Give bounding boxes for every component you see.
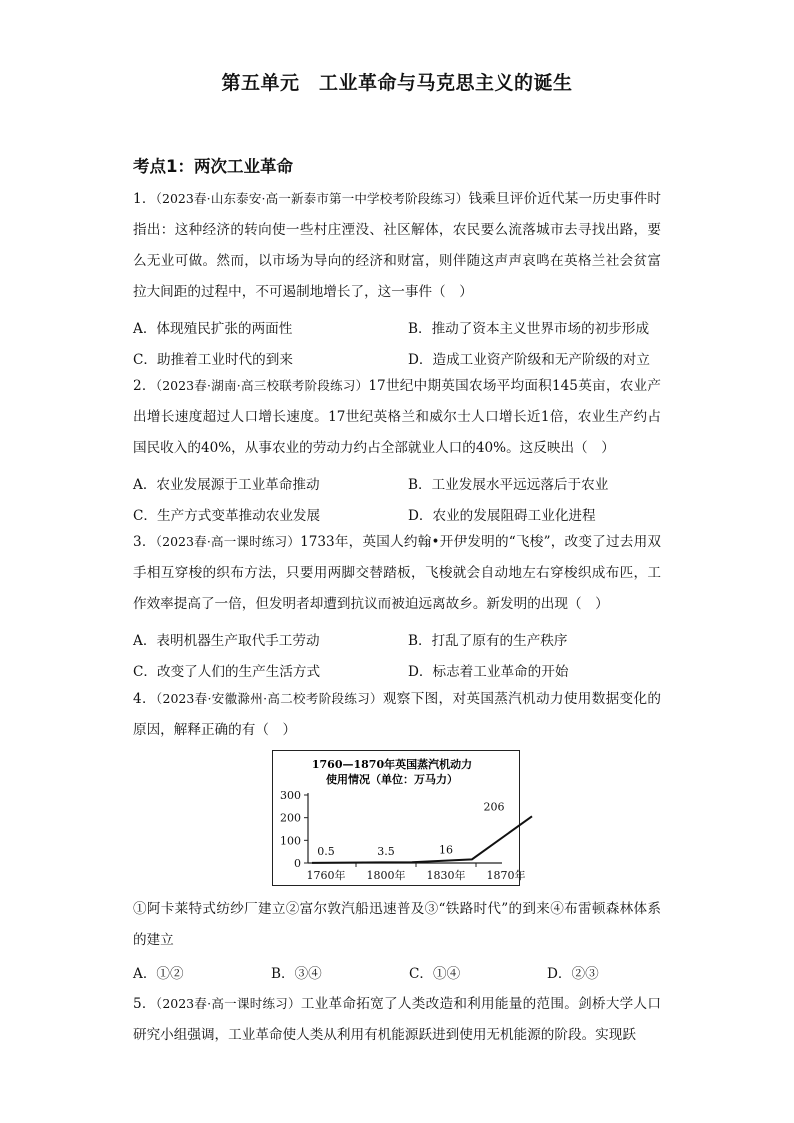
option-a[interactable]: A．表明机器生产取代手工劳动 [133, 633, 320, 649]
data-label: 16 [439, 843, 453, 857]
option-c[interactable]: C．生产方式变革推动农业发展 [133, 508, 321, 524]
option-b[interactable]: B．工业发展水平远远落后于农业 [408, 477, 609, 493]
question-number: 2． [133, 378, 156, 394]
option-c[interactable]: C．助推着工业时代的到来 [133, 352, 293, 368]
question-4-statements: ①阿卡莱特式纺纱厂建立②富尔敦汽船迅速普及③“铁路时代”的到来④布雷顿森林体系的建立 [133, 901, 661, 948]
question-source: （2023春·高一课时练习） [155, 534, 301, 549]
question-source: （2023春·湖南·高三校联考阶段练习） [155, 378, 369, 393]
option-c[interactable]: C．①④ [409, 966, 461, 982]
y-tick-label: 300 [280, 789, 301, 802]
section-heading: 考点1：两次工业革命 [133, 157, 293, 176]
question-number: 3． [133, 534, 156, 550]
question-number: 5． [133, 996, 156, 1012]
question-source: （2023春·山东泰安·高一新泰市第一中学校考阶段练习） [155, 191, 469, 206]
option-b[interactable]: B．推动了资本主义世界市场的初步形成 [408, 321, 650, 337]
option-a[interactable]: A．①② [133, 966, 184, 982]
question-5 [133, 988, 661, 1051]
question-stem: 观察下图，对英国蒸汽机动力使用数据变化的原因，解释正确的有（ ） [133, 691, 661, 738]
y-tick-label: 0 [294, 857, 301, 870]
question-number: 1． [133, 191, 156, 207]
chart-title-line-1: 1760—1870年英国蒸汽机动力 [311, 758, 473, 771]
option-c[interactable]: C．改变了人们的生产生活方式 [133, 664, 321, 680]
steam-power-chart [272, 750, 526, 886]
option-d[interactable]: D．造成工业资产阶级和无产阶级的对立 [408, 352, 650, 368]
y-tick-label: 200 [280, 811, 301, 825]
x-tick-label: 1760年 [306, 869, 346, 882]
option-d[interactable]: D．标志着工业革命的开始 [408, 664, 569, 680]
option-a[interactable]: A．体现殖民扩张的两面性 [133, 321, 293, 337]
question-stem: 1733年，英国人约翰•开伊发明的“飞梭”，改变了过去用双手相互穿梭的织布方法，只要用两脚交替踏板，飞梭就会自动地左右穿梭织成布匹，工作效率提高了一倍，但发明者却遭到抗议而被迫远离故乡。新发明的出现（ ） [133, 534, 661, 612]
option-d[interactable]: D．②③ [547, 966, 599, 982]
question-stem: 工业革命拓宽了人类改造和利用能量的范围。剑桥大学人口研究小组强调，工业革命使人类从利用有机能源跃进到使用无机能源的阶段。实现跃 [133, 996, 662, 1043]
data-label: 206 [483, 800, 505, 814]
question-4 [133, 683, 661, 746]
question-stem: 17世纪中期英国农场平均面积145英亩，农业产出增长速度超过人口增长速度。17世纪英格兰和威尔士人口增长近1倍，农业生产约占国民收入的40%，从事农业的劳动力约占全部就业人口的40%。这反映出（ ） [133, 378, 661, 456]
chart-title-line-2: 使用情况（单位：万马力） [326, 773, 458, 786]
x-tick-label: 1870年 [486, 869, 526, 882]
option-d[interactable]: D．农业的发展阻碍工业化进程 [408, 508, 596, 524]
data-label: 3.5 [377, 845, 395, 858]
question-source: （2023春·高一课时练习） [155, 996, 301, 1011]
unit-title: 第五单元 工业革命与马克思主义的诞生 [221, 72, 573, 94]
question-source: （2023春·安徽滁州·高二校考阶段练习） [155, 691, 383, 706]
option-b[interactable]: B．③④ [271, 966, 322, 982]
question-1 [133, 183, 661, 308]
question-2 [133, 370, 661, 464]
x-tick-label: 1800年 [366, 869, 406, 882]
data-label: 0.5 [317, 845, 335, 858]
x-tick-label: 1830年 [426, 869, 466, 882]
question-stem: 钱乘旦评价近代某一历史事件时指出：这种经济的转向使一些村庄湮没、社区解体，农民要么流落城市去寻找出路，要么无业可做。然而，以市场为导向的经济和财富，则伴随这声声哀鸣在英格兰社会贫富拉大间距的过程中，不可遏制地增长了，这一事件（ ） [133, 191, 661, 300]
question-number: 4． [133, 691, 156, 707]
question-3 [133, 526, 661, 620]
y-tick-label: 100 [280, 834, 301, 848]
option-b[interactable]: B．打乱了原有的生产秩序 [408, 633, 568, 649]
option-a[interactable]: A．农业发展源于工业革命推动 [133, 477, 320, 493]
